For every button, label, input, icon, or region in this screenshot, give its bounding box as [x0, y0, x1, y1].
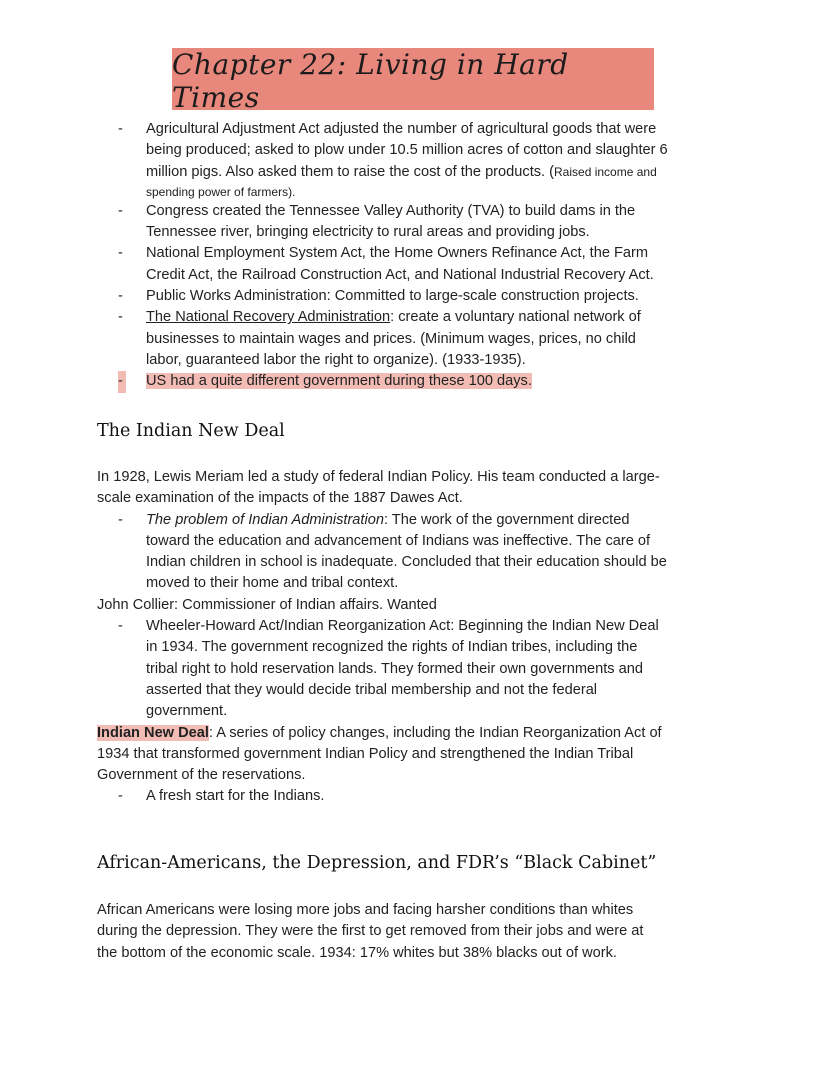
african-americans-body: African Americans were losing more jobs and facing harsher conditions than whites during the depression. They were the first to get removed from their jobs and were at the bottom of the economic scale. 1934: 17% whites but 38% blacks out of work.	[97, 902, 644, 961]
list-item: - A fresh start for the Indians.	[118, 788, 325, 805]
chapter-title-banner	[172, 48, 654, 114]
indian-new-deal-term: Indian New Deal	[97, 724, 209, 741]
list-item-highlighted: - US had a quite different government during these 100 days.	[97, 371, 737, 392]
chapter-title: Chapter 22: Living in Hard Times	[172, 48, 569, 114]
list-item: - The problem of Indian Administration: The work of the government directed toward the education and advancement of Indians was ineffective. The care of Indian children in school is inadequate. Concluded that their education should be moved to their home and tribal context.	[118, 511, 667, 592]
list-item: - Public Works Administration: Committed to large-scale construction projects.	[118, 288, 639, 305]
section-heading: The Indian New Deal	[97, 421, 285, 441]
nra-term: The National Recovery Administration	[146, 309, 391, 326]
indian-new-deal-body: In 1928, Lewis Meriam led a study of federal Indian Policy. His team conducted a large- scale examination of the impacts of the 1887 Dawes Act. - The problem of Indian Administration: The work of the government directed toward the education and advancement of Indians was ineffective. The care of Indian children in school is inadequate. Concluded that their education should be moved to their home and tribal context. John Collier: Commissioner of Indian affairs. Wanted - Wheeler-Howard Act/Indian Reorganization Act: Beginning the Indian New Deal in 1934. The government recognized the rights of Indian tribes, including the tribal right to hold reservation lands. They formed their own governments and asserted that they would decide tribal membership and not the federal government. Indian New Deal: A series of policy changes, including the Indian Reorganization Act of 1934 that transformed government Indian Policy and strengthened the Indian Tribal Government of the reservations. - A fresh start for the Indians.	[97, 467, 737, 808]
new-deal-bullets	[97, 119, 737, 393]
list-item: - Wheeler-Howard Act/Indian Reorganization Act: Beginning the Indian New Deal in 1934. The government recognized the rights of Indian tribes, including the tribal right to hold reservation lands. They formed their own governments and asserted that they would decide tribal membership and not the federal government.	[118, 618, 659, 720]
list-item: - The National Recovery Administration: create a voluntary national network of businesses to maintain wages and prices. (Minimum wages, prices, no child labor, guaranteed labor the right to organize). (1933-1935).	[118, 309, 641, 368]
list-item: - National Employment System Act, the Home Owners Refinance Act, the Farm Credit Act, the Railroad Construction Act, and National Industrial Recovery Act.	[118, 245, 654, 283]
section-heading: African-Americans, the Depression, and FDR’s “Black Cabinet”	[97, 853, 657, 873]
list-item: - Agricultural Adjustment Act adjusted the number of agricultural goods that were being produced; asked to plow under 10.5 million acres of cotton and slaughter 6 million pigs. Also asked them to raise the cost of the products. (Raised income and spending power of farmers).	[118, 121, 668, 199]
list-item: - Congress created the Tennessee Valley Authority (TVA) to build dams in the Tennessee river, bringing electricity to rural areas and providing jobs.	[118, 202, 636, 241]
